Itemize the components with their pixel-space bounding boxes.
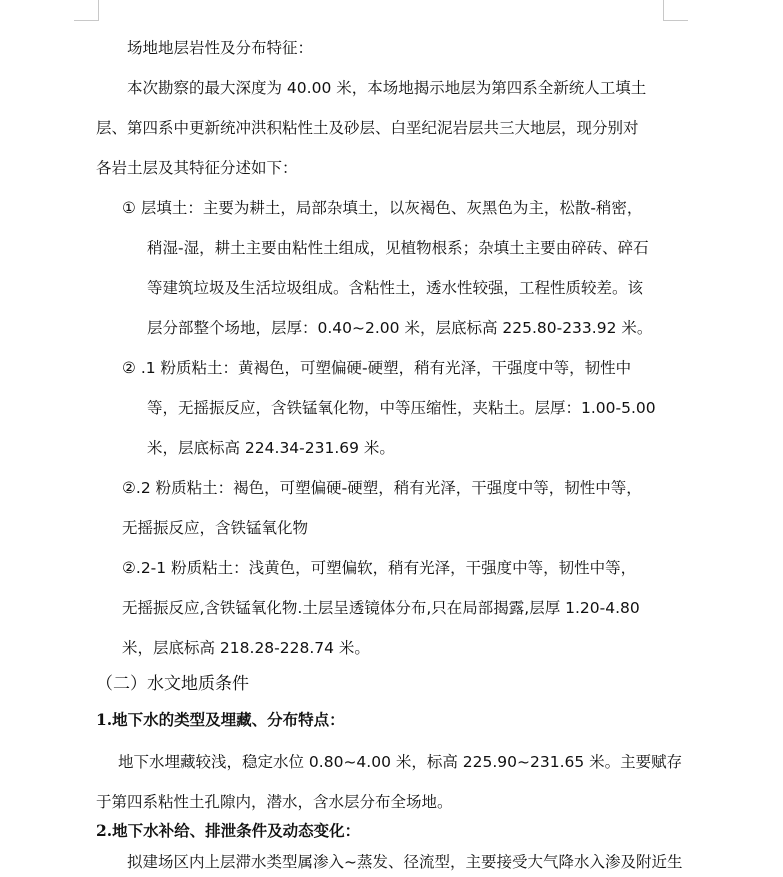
layer1-line-1: ① 层填土：主要为耕土，局部杂填土，以灰褐色、灰黑色为主，松散-稍密，: [122, 199, 643, 217]
hydro-heading: （二）水文地质条件: [96, 674, 249, 694]
intro-line-2: 层、第四系中更新统冲洪积粘性土及砂层、白垩纪泥岩层共三大地层，现分别对: [96, 119, 639, 137]
layer2-2-line-1: ②.2 粉质粘土：褐色，可塑偏硬-硬塑，稍有光泽，干强度中等，韧性中等，: [122, 479, 642, 497]
sub1-line-1: 地下水埋藏较浅，稳定水位 0.80~4.00 米，标高 225.90~231.65 米。主要赋存: [118, 753, 683, 771]
section-title: 场地地层岩性及分布特征：: [127, 39, 314, 57]
layer2-1-line-1: ② .1 粉质粘土：黄褐色，可塑偏硬-硬塑，稍有光泽，干强度中等，韧性中: [122, 359, 632, 377]
sub1-heading: 1.地下水的类型及埋藏、分布特点：: [96, 710, 345, 729]
sub2-heading: 2.地下水补给、排泄条件及动态变化：: [96, 821, 361, 840]
layer2-2-1-line-2: 无摇振反应,含铁锰氧化物.土层呈透镜体分布,只在局部揭露,层厚 1.20-4.80: [122, 599, 640, 617]
page-corner-mark-right: [663, 0, 688, 21]
layer2-2-line-2: 无摇振反应，含铁锰氧化物: [122, 519, 309, 537]
layer1-line-3: 等建筑垃圾及生活垃圾组成。含粘性土，透水性较强，工程性质较差。该: [147, 279, 644, 297]
intro-line-1: 本次勘察的最大深度为 40.00 米，本场地揭示地层为第四系全新统人工填土: [127, 79, 647, 97]
layer2-2-1-line-3: 米，层底标高 218.28-228.74 米。: [122, 639, 370, 657]
sub2-line-1: 拟建场区内上层滞水类型属渗入~蒸发、径流型，主要接受大气降水入渗及附近生: [127, 853, 683, 871]
layer1-line-4: 层分部整个场地，层厚：0.40~2.00 米，层底标高 225.80-233.92 米。: [147, 319, 653, 337]
layer2-1-line-2: 等，无摇振反应，含铁锰氧化物，中等压缩性，夹粘土。层厚：1.00-5.00: [147, 399, 656, 417]
layer2-2-1-line-1: ②.2-1 粉质粘土：浅黄色，可塑偏软，稍有光泽，干强度中等，韧性中等，: [122, 559, 637, 577]
layer2-1-line-3: 米，层底标高 224.34-231.69 米。: [147, 439, 395, 457]
layer1-line-2: 稍湿-湿，耕土主要由粘性土组成，见植物根系；杂填土主要由碎砖、碎石: [147, 239, 649, 257]
sub1-line-2: 于第四系粘性土孔隙内，潜水，含水层分布全场地。: [96, 793, 453, 811]
page-corner-mark-left: [74, 0, 99, 21]
intro-line-3: 各岩土层及其特征分述如下：: [96, 159, 298, 177]
